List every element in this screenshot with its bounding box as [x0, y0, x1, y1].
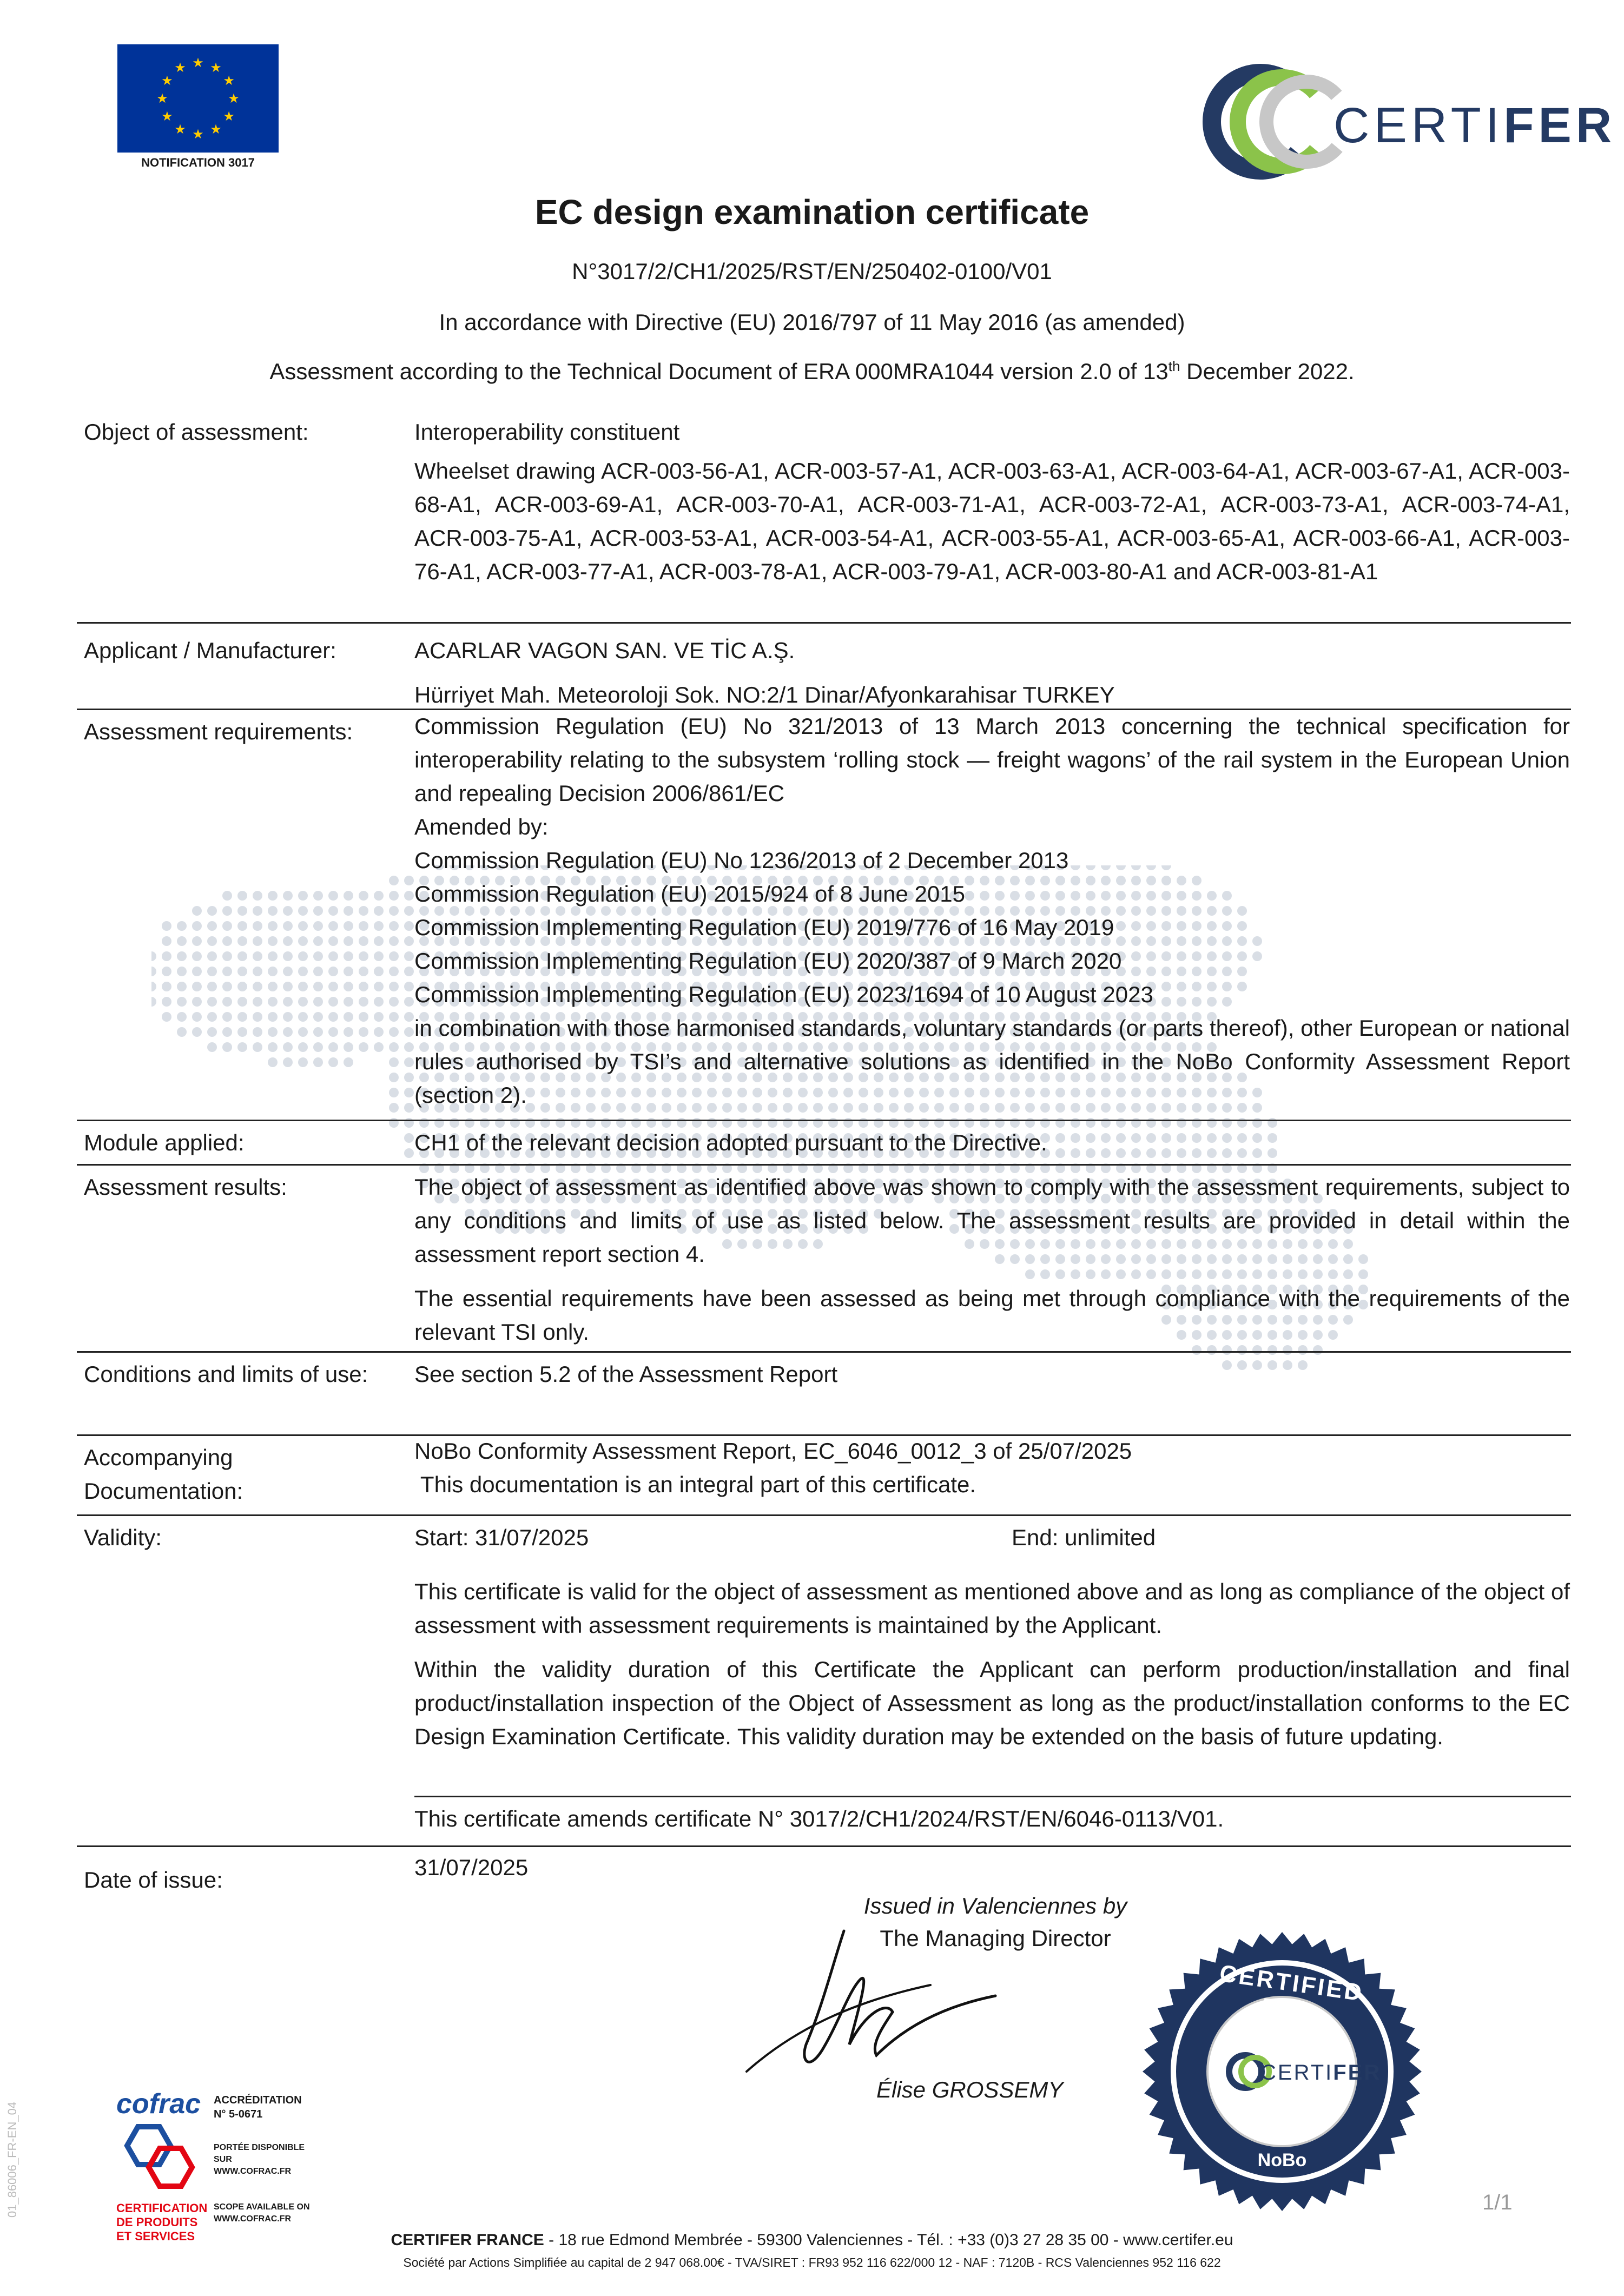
assessment-basis-line	[0, 358, 1624, 385]
conditions-label: Conditions and limits of use:	[84, 1361, 368, 1387]
results-label: Assessment results:	[84, 1174, 287, 1200]
validity-label: Validity:	[84, 1525, 162, 1550]
seal-logo-fer: FER	[1333, 2061, 1382, 2085]
amendment-item: Commission Implementing Regulation (EU) 2019/776 of 16 May 2019	[414, 915, 1114, 940]
validity-start: Start: 31/07/2025	[414, 1525, 589, 1550]
object-drawings: Wheelset drawing ACR-003-56-A1, ACR-003-57-A1, ACR-003-63-A1, ACR-003-64-A1, ACR-003-67-A1, ACR-003-68-A1, ACR-003-69-A1, ACR-003-70-A1, ACR-003-71-A1, ACR-003-72-A1, ACR-003-73-A1, ACR-003-74-A1, ACR-003-75-A1, ACR-003-53-A1, ACR-003-54-A1, ACR-003-55-A1, ACR-003-65-A1, ACR-003-66-A1, ACR-003-76-A1, ACR-003-77-A1, ACR-003-78-A1, ACR-003-79-A1, ACR-003-80-A1 and ACR-003-81-A1	[414, 458, 1570, 584]
results-p1: The object of assessment as identified above was shown to comply with the assessment requirements, subject to any conditions and limits of use as listed below. The assessment results are provided in detail within the assessment report section 4.	[414, 1174, 1570, 1267]
seal-top-text: CERTIFIED BY	[1218, 1960, 1365, 2025]
document-code: 01_86006_FR-EN_04	[5, 2101, 19, 2218]
requirements-main: Commission Regulation (EU) No 321/2013 of 13 March 2013 concerning the technical specification for interoperability relating to the subsystem ‘rolling stock — freight wagons’ of the rail system in the European Union and repealing Decision 2006/861/EC	[414, 713, 1570, 806]
certified-by-seal	[1141, 1931, 1423, 2212]
requirements-combination: in combination with those harmonised standards, voluntary standards (or parts thereof), other European or national rules authorised by TSI’s and alternative solutions as identified in the NoBo Conformity Assessment Report (section 2).	[414, 1015, 1570, 1108]
amendment-item: Commission Regulation (EU) No 1236/2013 of 2 December 2013	[414, 848, 1069, 873]
eu-stars-icon	[117, 44, 279, 153]
eu-star-icon: ★	[223, 109, 235, 124]
cofrac-portee: PORTÉE DISPONIBLE SUR	[214, 2143, 305, 2164]
signer-name: Élise GROSSEMY	[876, 2077, 1064, 2102]
seal-bottom-text: NoBo	[1257, 2150, 1307, 2171]
validity-end: End: unlimited	[1012, 1525, 1156, 1550]
logo-text-certi: CERTI	[1333, 98, 1504, 153]
results-value	[414, 1170, 1570, 1349]
applicant-address: Hürriyet Mah. Meteoroloji Sok. NO:2/1 Dinar/Afyonkarahisar TURKEY	[414, 682, 1115, 707]
divider	[77, 1120, 1571, 1121]
divider	[77, 1514, 1571, 1516]
eu-star-icon: ★	[174, 60, 186, 75]
issue-label: Date of issue:	[84, 1867, 223, 1893]
assessment-basis-sup: th	[1168, 358, 1180, 374]
footer-contact: - 18 rue Edmond Membrée - 59300 Valenciennes - Tél. : +33 (0)3 27 28 35 00 - www.certifer.eu	[544, 2231, 1233, 2249]
directive-line: In accordance with Directive (EU) 2016/797 of 11 May 2016 (as amended)	[439, 309, 1185, 335]
requirements-label: Assessment requirements:	[84, 719, 353, 744]
documentation-label: Accompanying Documentation:	[84, 1445, 243, 1504]
handwritten-signature-icon	[714, 1920, 1017, 2082]
results-p2: The essential requirements have been assessed as being met through compliance with the requirements of the relevant TSI only.	[414, 1286, 1570, 1345]
eu-star-icon: ★	[174, 122, 186, 137]
requirements-value	[414, 710, 1570, 1112]
eu-notification-label: NOTIFICATION 3017	[141, 156, 255, 169]
cofrac-scope: SCOPE AVAILABLE ON	[214, 2202, 310, 2212]
cofrac-site1: WWW.COFRAC.FR	[214, 2167, 292, 2176]
documentation-line2: This documentation is an integral part of this certificate.	[414, 1472, 976, 1497]
object-label: Object of assessment:	[84, 419, 309, 445]
eu-star-icon: ★	[156, 91, 168, 106]
assessment-basis-post: December 2022.	[1180, 359, 1355, 384]
conditions-value: See section 5.2 of the Assessment Report	[414, 1361, 838, 1387]
cofrac-hexagon-icon	[116, 2121, 203, 2197]
issued-by-text: Issued in Valenciennes by	[863, 1893, 1127, 1918]
object-value	[414, 415, 1570, 598]
eu-star-icon: ★	[223, 74, 235, 88]
footer-address	[0, 2231, 1624, 2249]
eu-star-icon: ★	[161, 74, 173, 88]
cofrac-category-1: CERTIFICATION	[116, 2201, 208, 2215]
amends-line: This certificate amends certificate N° 3017/2/CH1/2024/RST/EN/6046-0113/V01.	[414, 1806, 1224, 1831]
certificate-number: N°3017/2/CH1/2025/RST/EN/250402-0100/V01	[572, 259, 1052, 284]
footer-legal: Société par Actions Simplifiée au capital de 2 947 068.00€ - TVA/SIRET : FR93 952 116 622/000 12 - NAF : 7120B - RCS Valenciennes 952 116 622	[403, 2255, 1221, 2269]
eu-star-icon: ★	[210, 122, 222, 137]
divider	[77, 1845, 1571, 1847]
cofrac-number: N° 5-0671	[214, 2108, 263, 2120]
documentation-value	[414, 1434, 1570, 1501]
validity-p2: Within the validity duration of this Certificate the Applicant can perform production/installation and final product/installation inspection of the Object of Assessment as long as the product/installation conforms to the EC Design Examination Certificate. This validity duration may be extended on the basis of future updating.	[414, 1657, 1570, 1749]
logo-text-fer: FER	[1503, 98, 1616, 153]
object-line1: Interoperability constituent	[414, 419, 680, 445]
cofrac-category-2: DE PRODUITS	[116, 2215, 198, 2229]
amendment-item: Commission Implementing Regulation (EU) 2020/387 of 9 March 2020	[414, 948, 1122, 974]
eu-star-icon: ★	[192, 56, 204, 70]
cofrac-accreditation-label: ACCRÉDITATION	[214, 2094, 302, 2106]
page-number: 1/1	[1482, 2191, 1513, 2214]
validity-p1: This certificate is valid for the object of assessment as mentioned above and as long as compliance of the object of assessment with assessment requirements is maintained by the Applicant.	[414, 1579, 1570, 1638]
applicant-label: Applicant / Manufacturer:	[84, 638, 336, 663]
certificate-title: EC design examination certificate	[534, 193, 1090, 231]
cofrac-brand: cofrac	[116, 2088, 201, 2120]
issue-date: 31/07/2025	[414, 1855, 529, 1880]
divider	[77, 1351, 1571, 1353]
validity-value	[414, 1521, 1570, 1754]
footer-company: CERTIFER FRANCE	[391, 2231, 544, 2249]
divider	[77, 1164, 1571, 1166]
signer-role: The Managing Director	[880, 1926, 1111, 1951]
divider	[77, 622, 1571, 624]
eu-star-icon: ★	[228, 91, 240, 106]
requirements-amended: Amended by:	[414, 814, 549, 839]
eu-star-icon: ★	[210, 60, 222, 75]
documentation-line1: NoBo Conformity Assessment Report, EC_6046_0012_3 of 25/07/2025	[414, 1438, 1132, 1464]
eu-star-icon: ★	[192, 127, 204, 142]
seal-logo-certi: CERTI	[1260, 2061, 1333, 2085]
eu-flag	[117, 44, 279, 153]
divider	[414, 1796, 1571, 1797]
amendment-item: Commission Regulation (EU) 2015/924 of 8 June 2015	[414, 881, 965, 907]
cofrac-category-3: ET SERVICES	[116, 2229, 195, 2243]
amendment-item: Commission Implementing Regulation (EU) 2023/1694 of 10 August 2023	[414, 982, 1153, 1007]
cofrac-site2: WWW.COFRAC.FR	[214, 2214, 292, 2224]
module-label: Module applied:	[84, 1130, 245, 1155]
assessment-basis-pre: Assessment according to the Technical Document of ERA 000MRA1044 version 2.0 of 13	[269, 359, 1169, 384]
certifer-logo	[1201, 59, 1616, 184]
eu-star-icon: ★	[161, 109, 173, 124]
applicant-name: ACARLAR VAGON SAN. VE TİC A.Ş.	[414, 638, 795, 663]
module-value: CH1 of the relevant decision adopted pursuant to the Directive.	[414, 1130, 1047, 1155]
